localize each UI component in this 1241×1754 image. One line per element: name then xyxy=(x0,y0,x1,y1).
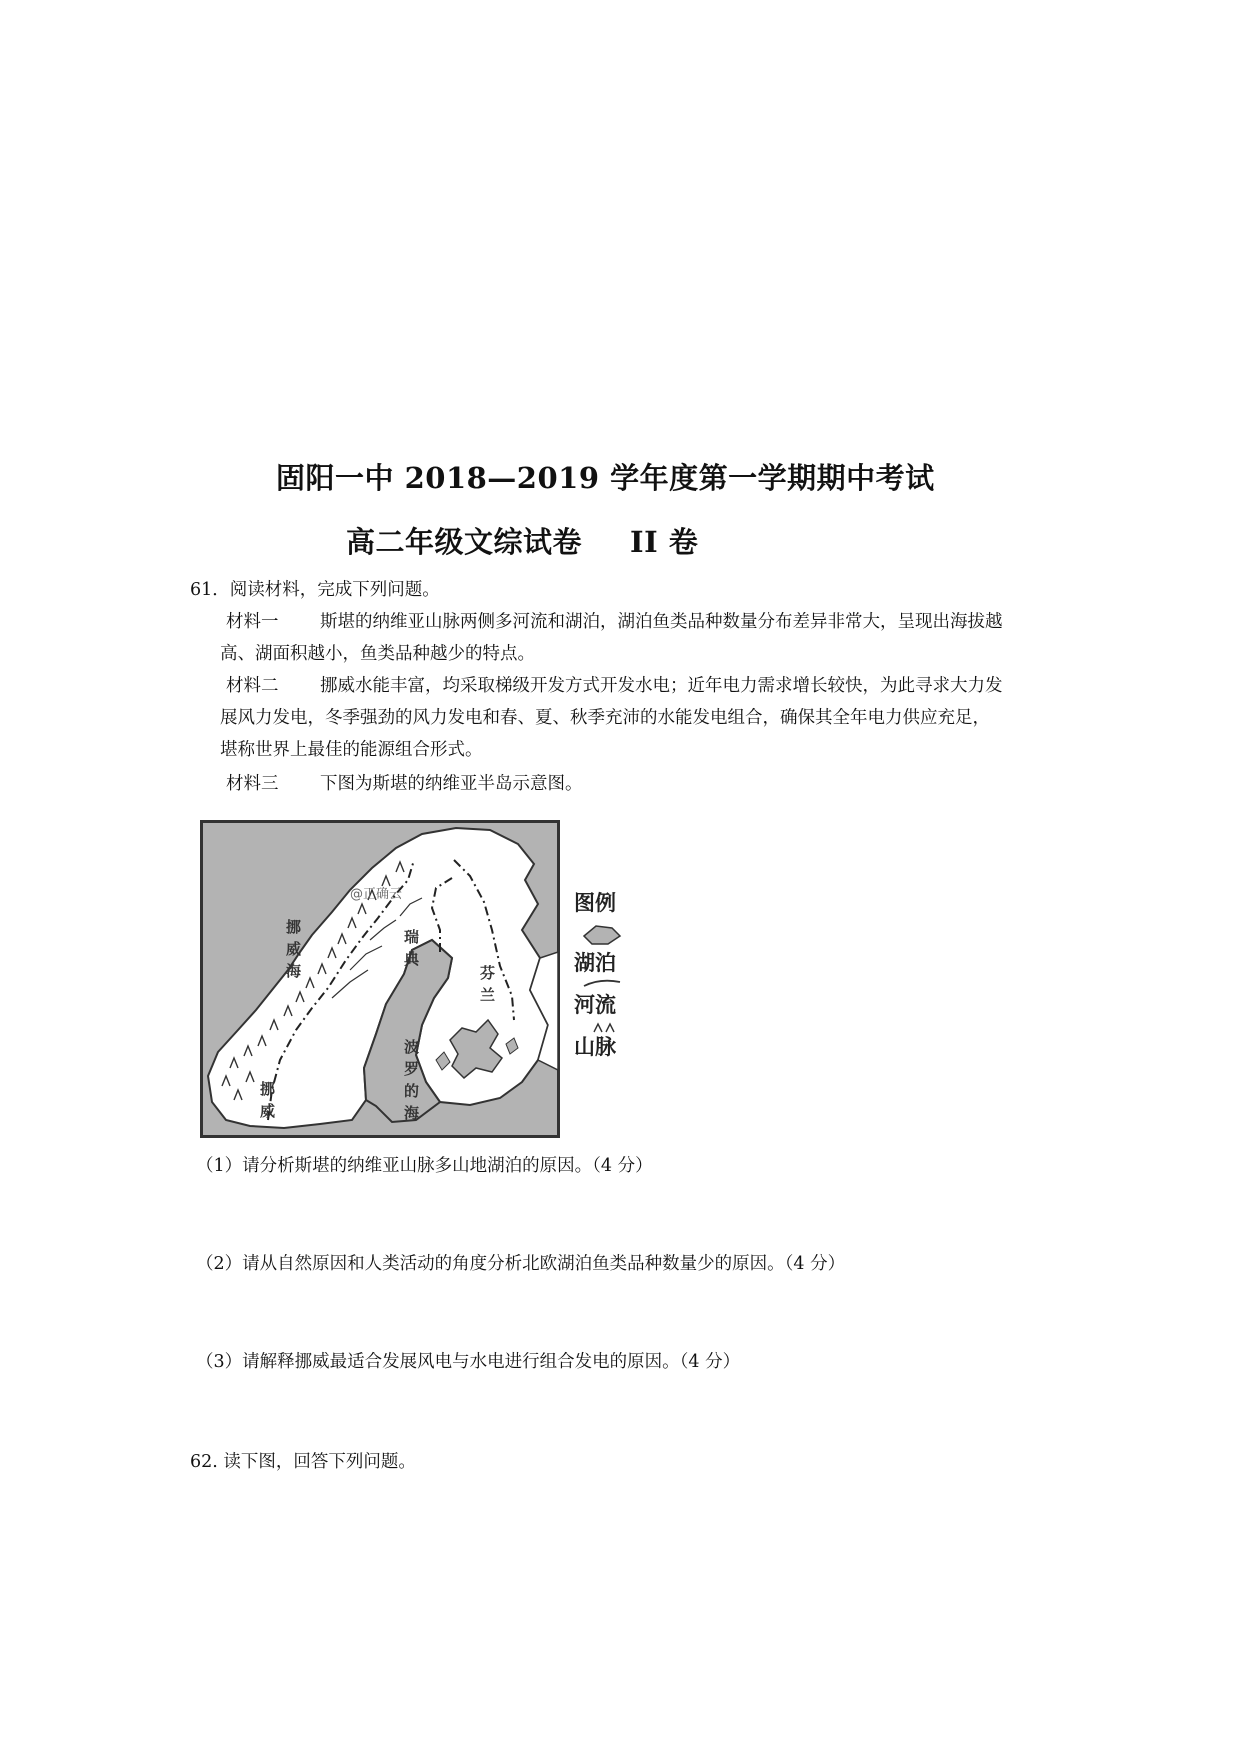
exam-subtitle-main: 高二年级文综试卷 xyxy=(346,525,583,559)
map-label-baltic-1: 波 xyxy=(404,1038,420,1056)
mountain-symbol-icon xyxy=(594,1024,614,1032)
question-62-stem: 62. 读下图，回答下列问题。 xyxy=(190,1452,416,1472)
subquestion-3: （3）请解释挪威最适合发展风电与水电进行组合发电的原因。（4 分） xyxy=(196,1352,741,1372)
map-label-baltic-2: 罗 xyxy=(404,1060,420,1078)
map-label-sweden-1: 瑞 xyxy=(404,928,420,946)
question-61-stem: 61．阅读材料，完成下列问题。 xyxy=(190,580,440,600)
map-label-norway-1: 挪 xyxy=(260,1080,276,1098)
legend-lake: 湖泊 xyxy=(574,951,616,975)
watermark: @正确云 xyxy=(350,887,403,902)
material-3-line xyxy=(226,768,583,800)
map-label-baltic-4: 海 xyxy=(404,1104,420,1122)
map-label-baltic-3: 的 xyxy=(404,1082,420,1100)
material-2-line-1 xyxy=(226,670,1003,702)
river-symbol-icon xyxy=(584,981,620,986)
exam-title: 固阳一中 2018—2019 学年度第一学期期中考试 xyxy=(276,461,935,495)
material-1-label: 材料一 xyxy=(226,612,279,632)
exam-subtitle-roman: II 卷 xyxy=(630,525,699,559)
map-label-finland-1: 芬 xyxy=(480,964,496,982)
subquestion-2: （2）请从自然原因和人类活动的角度分析北欧湖泊鱼类品种数量少的原因。（4 分） xyxy=(196,1254,846,1274)
material-1-line-1 xyxy=(226,606,1003,638)
material-2-line-3: 堪称世界上最佳的能源组合形式。 xyxy=(220,740,483,760)
material-3-label: 材料三 xyxy=(226,774,279,794)
material-3-text: 下图为斯堪的纳维亚半岛示意图。 xyxy=(320,774,583,794)
map-label-norway-2: 威 xyxy=(260,1102,276,1120)
map-label-sweden-2: 典 xyxy=(404,950,420,968)
material-1-text: 斯堪的纳维亚山脉两侧多河流和湖泊，湖泊鱼类品种数量分布差异非常大，呈现出海拔越 xyxy=(320,612,1003,632)
map-label-finland-2: 兰 xyxy=(480,986,496,1004)
map-label-norwegian-sea-2: 威 xyxy=(286,940,302,958)
material-1-line-2: 高、湖面积越小，鱼类品种越少的特点。 xyxy=(220,644,535,664)
legend-mountain: 山脉 xyxy=(574,1035,616,1059)
map-label-norwegian-sea-1: 挪 xyxy=(286,918,302,936)
material-2-label: 材料二 xyxy=(226,676,279,696)
material-2-line-2: 展风力发电，冬季强劲的风力发电和春、夏、秋季充沛的水能发电组合，确保其全年电力供应充足， xyxy=(220,708,990,728)
subquestion-1: （1）请分析斯堪的纳维亚山脉多山地湖泊的原因。（4 分） xyxy=(196,1156,653,1176)
map-legend xyxy=(570,886,632,1076)
lake-symbol-icon xyxy=(584,926,620,944)
legend-title: 图例 xyxy=(574,891,616,915)
exam-subtitle xyxy=(346,520,698,561)
map-label-norwegian-sea-3: 海 xyxy=(286,962,302,980)
legend-river: 河流 xyxy=(574,993,616,1017)
scandinavia-map xyxy=(200,820,560,1138)
material-2-text: 挪威水能丰富，均采取梯级开发方式开发水电；近年电力需求增长较快，为此寻求大力发 xyxy=(320,676,1003,696)
